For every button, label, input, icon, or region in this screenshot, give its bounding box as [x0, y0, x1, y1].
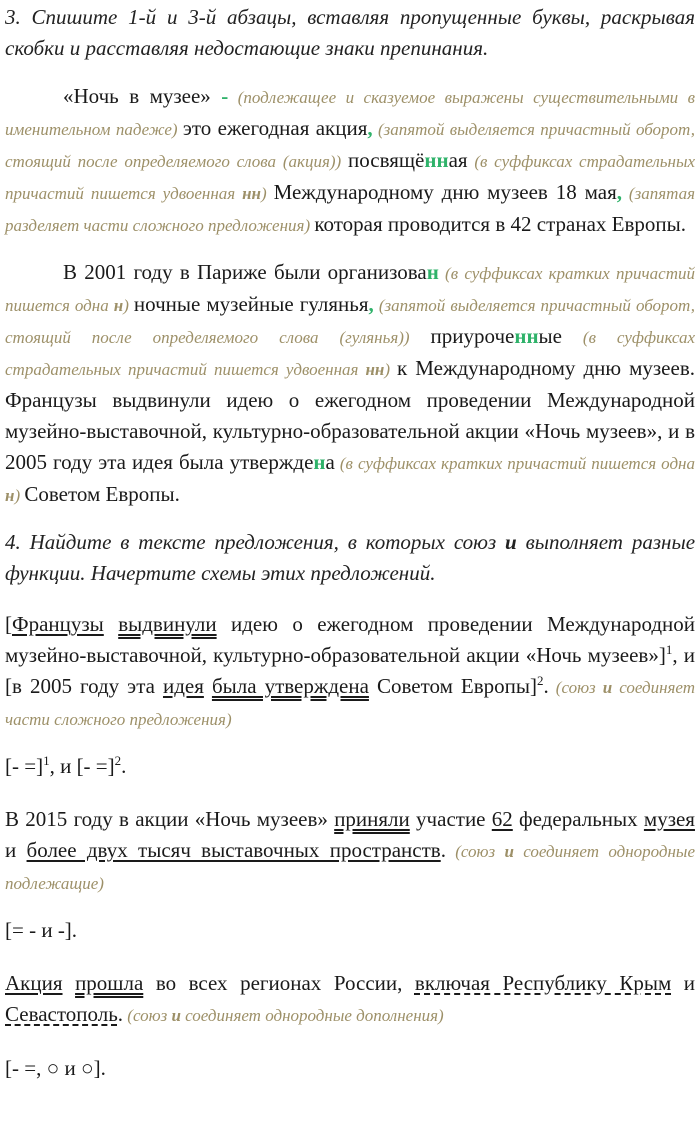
- rule-note: (в суффиксах кратких причастий пишется одна: [334, 454, 695, 473]
- subject: более двух тысяч выставочных пространств: [26, 838, 441, 862]
- inserted-letters: н: [313, 450, 326, 474]
- paragraph-2: [5, 257, 695, 511]
- text: а: [325, 450, 335, 474]
- scheme-2: [5, 915, 695, 946]
- rule-note: (союз: [548, 678, 603, 697]
- object: Севастополь: [5, 1002, 118, 1026]
- inserted-letters: н: [426, 260, 439, 284]
- rule-note: ): [384, 360, 398, 379]
- rule-note-letters: н: [113, 296, 124, 315]
- rule-note-conjunction: и: [602, 678, 613, 697]
- predicate: прошла: [75, 971, 144, 995]
- inserted-comma: ,: [367, 116, 373, 140]
- rule-note-conjunction: и: [171, 1006, 181, 1025]
- rule-note: соединяет однородные дополнения): [180, 1006, 444, 1025]
- rule-note: (запятая разделяет части сложного предложения): [5, 184, 695, 235]
- text: идею о ежегодном проведении Международной музейно-выставочной, культурно-образовательной акции «Ночь музеев»]: [5, 612, 695, 667]
- predicate: приняли: [334, 807, 410, 831]
- text: .: [440, 838, 446, 862]
- task-4-conjunction: и: [505, 530, 517, 554]
- text: ая: [448, 148, 468, 172]
- task-4-heading: [5, 527, 695, 589]
- rule-note: (союз: [123, 1006, 172, 1025]
- paragraph-1: [5, 81, 695, 241]
- rule-note: ): [123, 296, 134, 315]
- text: .: [543, 674, 549, 698]
- rule-note: (запятой выделяется причастный оборот, стоящий после определяемого слова (гулянья)): [5, 296, 695, 347]
- inserted-comma: ,: [368, 292, 374, 316]
- superscript: 2: [114, 753, 122, 768]
- rule-note: (союз: [445, 842, 505, 861]
- sentence-2: [5, 804, 695, 899]
- text: , и [в 2005 году эта: [5, 643, 695, 698]
- text: .: [117, 1002, 124, 1026]
- subject: Французы: [12, 612, 104, 636]
- text: во всех регионах России,: [143, 971, 415, 995]
- text: Советом Европы.: [24, 482, 180, 506]
- rule-note: (в суффиксах кратких причастий пишется одна: [5, 264, 695, 315]
- rule-note: ): [14, 486, 25, 505]
- text: и: [671, 971, 696, 995]
- text: к Международному дню музеев. Французы выдвинули идею о ежегодном проведении Международной музейно-выставочной, культурно-образовательной акции «Ночь музеев», и в 2005 году эта идея была утвержде: [5, 356, 695, 474]
- text: Советом Европы]: [368, 674, 537, 698]
- predicate: выдвинули: [118, 612, 217, 636]
- subject: идея: [162, 674, 204, 698]
- text: участие: [409, 807, 492, 831]
- bracket: [: [5, 612, 12, 636]
- text: В 2015 году в акции «Ночь музеев»: [5, 807, 335, 831]
- scheme-text: [- =]: [5, 754, 44, 778]
- scheme-text: [- =, ○ и ○].: [5, 1056, 106, 1080]
- rule-note: (подлежащее и сказуемое выражены существительными в именительном падеже): [5, 88, 695, 139]
- scheme-text: [= - и -].: [5, 918, 78, 942]
- object: включая Республику Крым: [414, 971, 672, 995]
- rule-note-letters: нн: [365, 360, 385, 379]
- subject-numeral: 62: [491, 807, 513, 831]
- text: ночные музейные гулянья: [133, 292, 369, 316]
- subject: музея: [643, 807, 695, 831]
- text: федеральных: [512, 807, 644, 831]
- inserted-letters: нн: [424, 148, 449, 172]
- text: «Ночь в музее»: [63, 84, 222, 108]
- sentence-1: [5, 609, 695, 735]
- rule-note: соединяет части сложного предложения): [5, 678, 695, 729]
- inserted-dash: -: [221, 84, 229, 108]
- task-3-text: 3. Спишите 1-й и 3-й абзацы, вставляя пропущенные буквы, раскрывая скобки и расставляя недостающие знаки препинания.: [5, 5, 695, 60]
- text: посвящё: [347, 148, 425, 172]
- subject: Акция: [5, 971, 63, 995]
- scheme-3: [5, 1053, 695, 1084]
- task-3-heading: [5, 2, 695, 64]
- scheme-text: , и [- =]: [49, 754, 115, 778]
- rule-note: ): [260, 184, 274, 203]
- sentence-3: [5, 968, 695, 1031]
- rule-note-conjunction: и: [504, 842, 514, 861]
- rule-note: (запятой выделяется причастный оборот, стоящий после определяемого слова (акция)): [5, 120, 695, 171]
- text: и: [5, 838, 27, 862]
- task-4-text: 4. Найдите в тексте предложения, в которых союз: [5, 530, 506, 554]
- rule-note: (в суффиксах страдательных причастий пишется удвоенная: [5, 328, 695, 379]
- rule-note: соединяет однородные подлежащие): [5, 842, 695, 893]
- inserted-letters: нн: [514, 324, 539, 348]
- rule-note-letters: нн: [242, 184, 261, 203]
- text: это ежегодная акция: [182, 116, 368, 140]
- superscript: 1: [43, 753, 50, 768]
- text: В 2001 году в Париже были организова: [63, 260, 427, 284]
- task-4-text: выполняет разные функции. Начертите схемы этих предложений.: [5, 530, 696, 585]
- scheme-text: .: [121, 754, 127, 778]
- text: приуроче: [430, 324, 515, 348]
- space: [104, 612, 118, 636]
- superscript: 2: [537, 673, 544, 688]
- text: которая проводится в 42 странах Европы.: [314, 212, 686, 236]
- superscript: 1: [665, 642, 673, 657]
- scheme-1: [5, 751, 695, 782]
- rule-note-letters: н: [5, 486, 15, 505]
- rule-note: (в суффиксах страдательных причастий пишется удвоенная: [5, 152, 696, 203]
- inserted-comma: ,: [616, 180, 622, 204]
- predicate: была утверждена: [211, 674, 369, 698]
- text: Международному дню музеев 18 мая: [273, 180, 617, 204]
- text: ые: [538, 324, 562, 348]
- space: [63, 971, 76, 995]
- document-page: [5, 0, 695, 1084]
